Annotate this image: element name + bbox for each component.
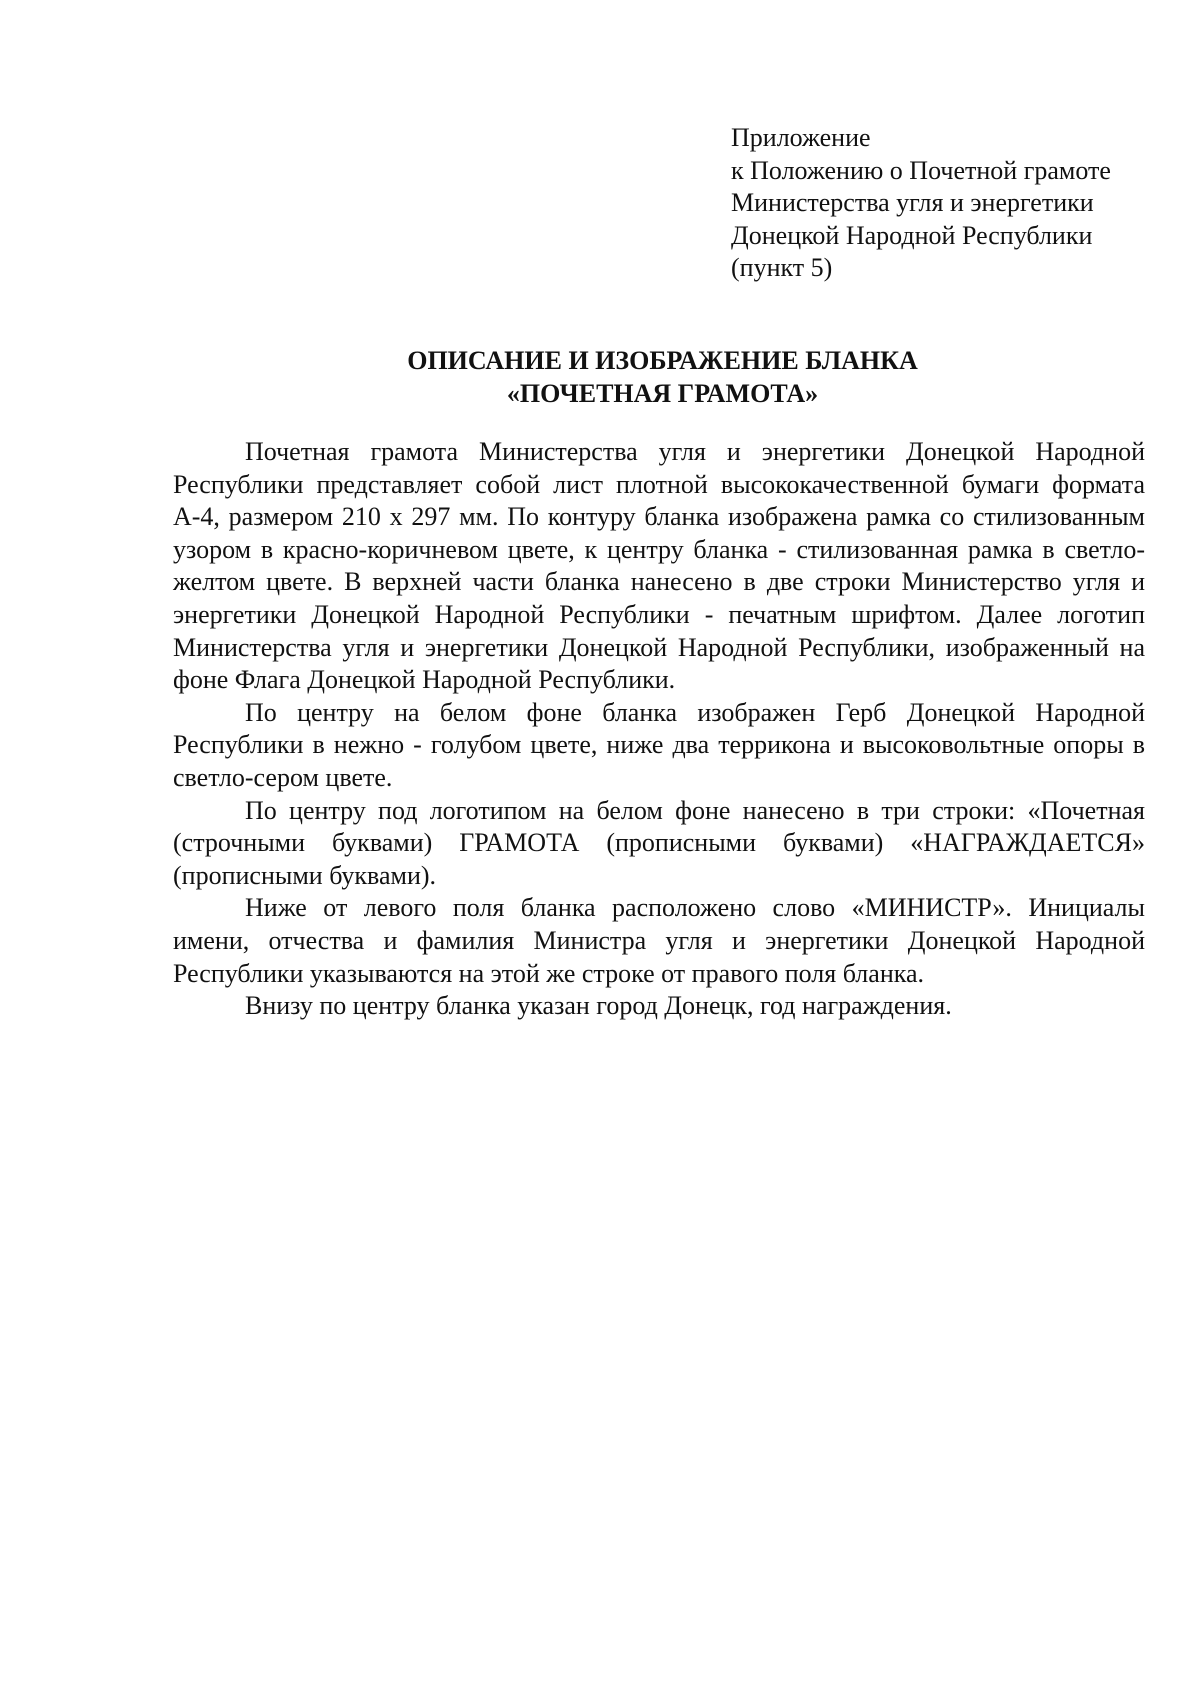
appendix-line: к Положению о Почетной грамоте: [731, 155, 1111, 185]
appendix-line: Министерства угля и энергетики: [731, 188, 1094, 217]
appendix-line: Приложение: [731, 123, 871, 152]
body-paragraph: По центру на белом фоне бланка изображен Герб Донецкой Народной Республики в нежно - голубом цвете, ниже два террикона и высоковольтные опоры в светло-сером цвете.: [173, 697, 1145, 792]
appendix-line: Донецкой Народной Республики: [731, 220, 1093, 250]
title-line-2: «ПОЧЕТНАЯ ГРАМОТА»: [506, 378, 819, 408]
title-line-1: ОПИСАНИЕ И ИЗОБРАЖЕНИЕ БЛАНКА: [407, 346, 918, 375]
body-paragraph: Ниже от левого поля бланка расположено слово «МИНИСТР». Инициалы имени, отчества и фамилия Министра угля и энергетики Донецкой Народной Республики указываются на этой же строке от правого поля бланка.: [173, 893, 1145, 988]
document-body: [173, 436, 1145, 1023]
appendix-block: [731, 122, 1111, 285]
document-title: [0, 345, 1200, 410]
body-paragraph: Внизу по центру бланка указан город Донецк, год награждения.: [245, 991, 952, 1021]
body-paragraph: По центру под логотипом на белом фоне нанесено в три строки: «Почетная (строчными буквами) ГРАМОТА (прописными буквами) «НАГРАЖДАЕТСЯ» (прописными буквами).: [173, 795, 1145, 890]
appendix-line: (пункт 5): [731, 253, 833, 282]
body-paragraph: Почетная грамота Министерства угля и энергетики Донецкой Народной Республики представляет собой лист плотной высококачественной бумаги формата А-4, размером 210 х 297 мм. По контуру бланка изображена рамка со стилизованным узором в красно-коричневом цвете, к центру бланка - стилизованная рамка в светло-желтом цвете. В верхней части бланка нанесено в две строки Министерство угля и энергетики Донецкой Народной Республики - печатным шрифтом. Далее логотип Министерства угля и энергетики Донецкой Народной Республики, изображенный на фоне Флага Донецкой Народной Республики.: [173, 437, 1145, 695]
